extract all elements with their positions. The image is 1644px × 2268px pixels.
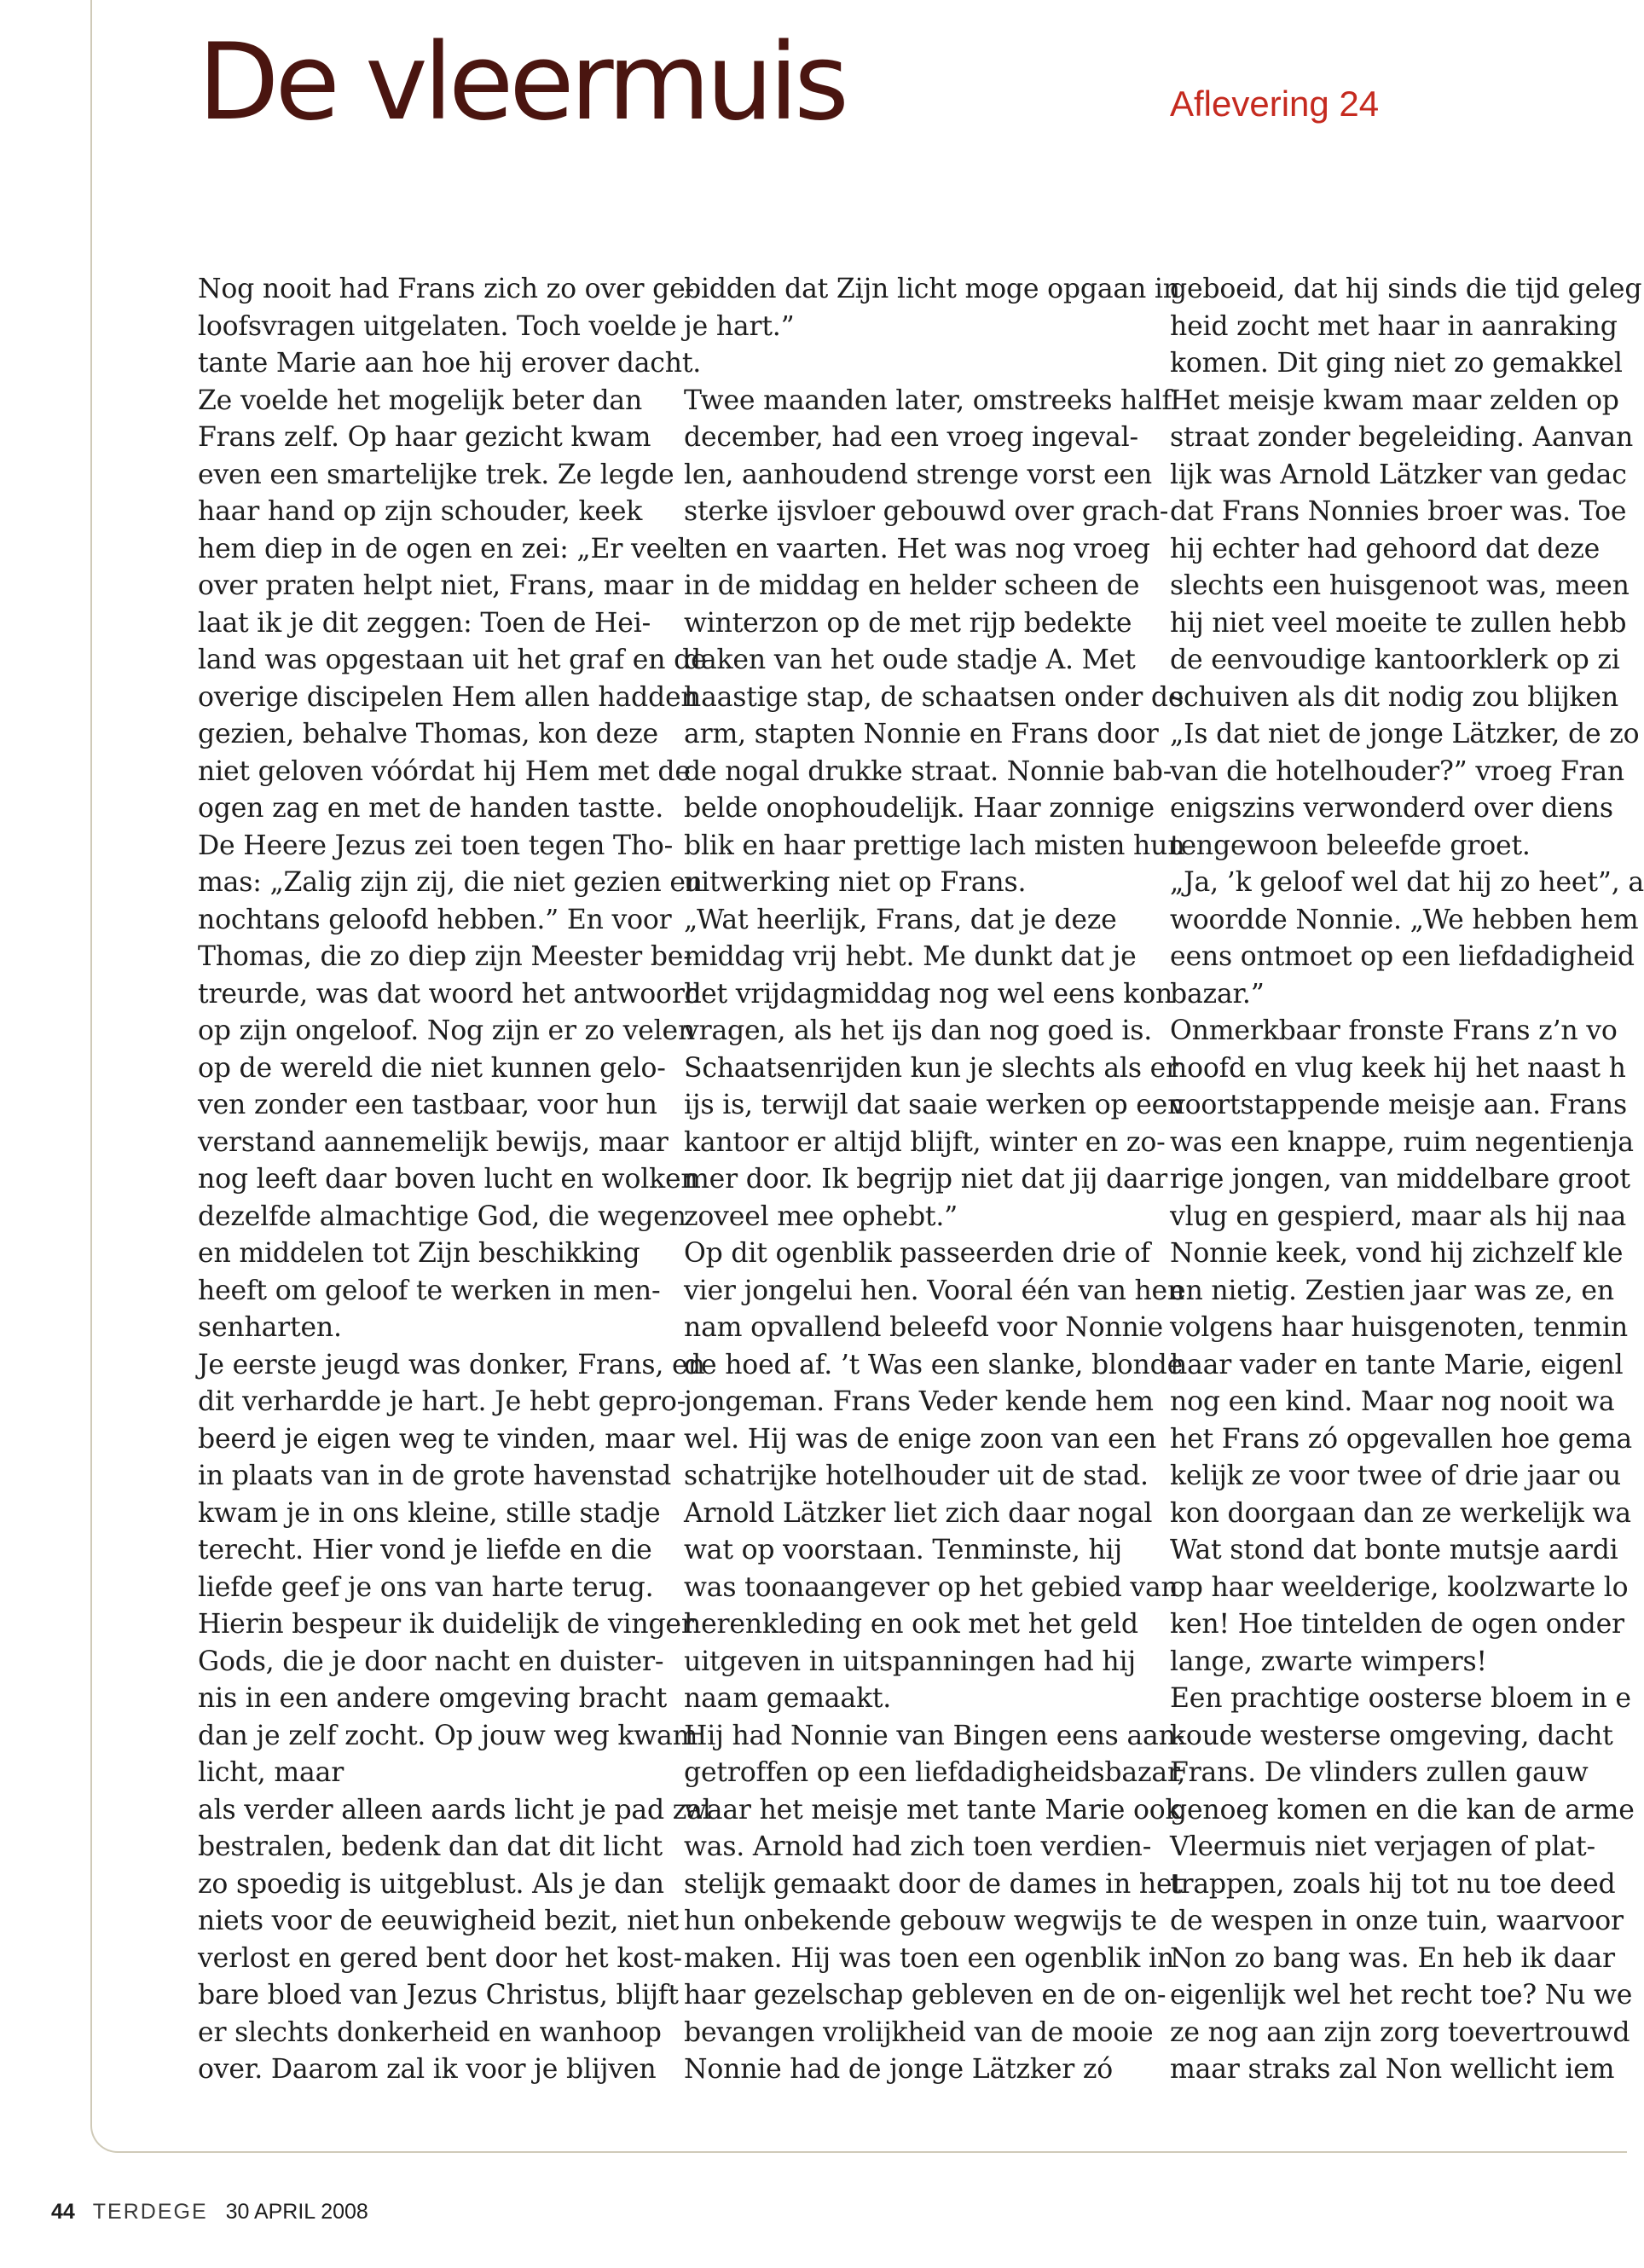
text-line: tante Marie aan hoe hij erover dacht. (198, 348, 702, 379)
text-column-1 (198, 271, 711, 2089)
text-line: Nonnie had de jonge Lätzker zó (684, 2054, 1114, 2085)
text-line: Het meisje kwam maar zelden op (1170, 385, 1619, 416)
text-line: ijs is, terwijl dat saaie werken op een (684, 1090, 1185, 1120)
text-line: Onmerkbaar fronste Frans z’n vo (1170, 1015, 1618, 1046)
text-line: hij niet veel moeite te zullen hebb (1170, 607, 1627, 639)
text-line: Nonnie keek, vond hij zichzelf kle (1170, 1238, 1624, 1269)
text-line: Hij had Nonnie van Bingen eens aan- (684, 1720, 1185, 1751)
text-line: was een knappe, ruim negentienja (1170, 1126, 1634, 1158)
text-line: trappen, zoals hij tot nu toe deed (1170, 1868, 1616, 1900)
text-line: heeft om geloof te werken in men- (198, 1275, 661, 1306)
text-line: verlost en gered bent door het kost- (198, 1942, 682, 1974)
text-line: en middelen tot Zijn beschikking (198, 1238, 640, 1269)
text-line: haar gezelschap gebleven en de on- (684, 1980, 1166, 2011)
text-line: ken! Hoe tintelden de ogen onder (1170, 1609, 1624, 1640)
text-line: schuiven als dit nodig zou blijken (1170, 681, 1618, 713)
magazine-name: TERDEGE (92, 2200, 208, 2224)
text-line: volgens haar huisgenoten, tenmin (1170, 1312, 1628, 1343)
text-line: kelijk ze voor twee of drie jaar ou (1170, 1461, 1621, 1491)
text-line: het vrijdagmiddag nog wel eens kon (684, 978, 1173, 1010)
text-line: tengewoon beleefde groet. (1170, 830, 1531, 861)
text-line: maar straks zal Non wellicht iem (1170, 2054, 1615, 2085)
text-line: „Is dat niet de jonge Lätzker, de zo (1170, 719, 1640, 749)
text-column-3 (1170, 271, 1644, 2089)
text-line: Wat stond dat bonte mutsje aardi (1170, 1535, 1618, 1565)
text-line: wel. Hij was de enige zoon van een (684, 1423, 1157, 1455)
text-line: beerd je eigen weg te vinden, maar (198, 1423, 674, 1455)
text-line: uitwerking niet op Frans. (684, 867, 1027, 898)
text-line: Vleermuis niet verjagen of plat- (1170, 1831, 1595, 1862)
text-line: wat op voorstaan. Tenminste, hij (684, 1535, 1122, 1565)
text-line: bevangen vrolijkheid van de mooie (684, 2016, 1154, 2048)
text-line: eigenlijk wel het recht toe? Nu we (1170, 1980, 1633, 2011)
text-line: de wespen in onze tuin, waarvoor (1170, 1906, 1624, 1936)
text-line: gezien, behalve Thomas, kon deze (198, 719, 658, 749)
text-line: mas: „Zalig zijn zij, die niet gezien en (198, 867, 703, 898)
text-line: treurde, was dat woord het antwoord (198, 978, 702, 1010)
text-line: op de wereld die niet kunnen gelo- (198, 1052, 666, 1084)
text-line: heid zocht met haar in aanraking (1170, 310, 1618, 342)
text-line: loofsvragen uitgelaten. Toch voelde (198, 310, 677, 342)
text-line: vragen, als het ijs dan nog goed is. (684, 1015, 1153, 1046)
text-line: ze nog aan zijn zorg toevertrouwd (1170, 2016, 1630, 2048)
text-line: jongeman. Frans Veder kende hem (684, 1386, 1154, 1417)
text-line: uitgeven in uitspanningen had hij (684, 1646, 1136, 1677)
text-line: land was opgestaan uit het graf en de (198, 645, 707, 675)
text-line: terecht. Hier vond je liefde en die (198, 1535, 652, 1565)
text-line: bestralen, bedenk dan dat dit licht (198, 1831, 663, 1862)
text-line: overige discipelen Hem allen hadden (198, 681, 698, 713)
text-line: geboeid, dat hij sinds die tijd geleg (1170, 274, 1642, 304)
text-line: getroffen op een liefdadigheidsbazar, (684, 1757, 1186, 1788)
text-line: niets voor de eeuwigheid bezit, niet (198, 1906, 680, 1936)
text-line: op zijn ongeloof. Nog zijn er zo velen (198, 1015, 696, 1046)
text-line: mer door. Ik begrijp niet dat jij daar (684, 1164, 1167, 1195)
text-line: slechts een huisgenoot was, meen (1170, 570, 1630, 601)
text-line: even een smartelijke trek. Ze legde (198, 459, 674, 490)
text-line: bazar.” (1170, 978, 1265, 1010)
text-line: dan je zelf zocht. Op jouw weg kwam (198, 1720, 698, 1751)
text-line: senharten. (198, 1312, 342, 1343)
text-line: licht, maar (198, 1757, 344, 1788)
text-line: liefde geef je ons van harte terug. (198, 1571, 654, 1603)
text-line: hem diep in de ogen en zei: „Er veel (198, 533, 686, 564)
text-line: op haar weelderige, koolzwarte lo (1170, 1571, 1629, 1603)
text-line: arm, stapten Nonnie en Frans door (684, 719, 1159, 749)
text-line: hun onbekende gebouw wegwijs te (684, 1906, 1157, 1936)
text-line: genoeg komen en die kan de arme (1170, 1794, 1635, 1825)
text-line: Frans zelf. Op haar gezicht kwam (198, 422, 651, 453)
page-footer (51, 2200, 368, 2225)
text-line: haar hand op zijn schouder, keek (198, 496, 643, 527)
text-line: Schaatsenrijden kun je slechts als er (684, 1052, 1178, 1084)
text-line: kon doorgaan dan ze werkelijk wa (1170, 1497, 1631, 1529)
text-line: winterzon op de met rijp bedekte (684, 607, 1132, 639)
text-line: stelijk gemaakt door de dames in het (684, 1868, 1183, 1900)
text-line: komen. Dit ging niet zo gemakkel (1170, 348, 1623, 379)
text-line: De Heere Jezus zei toen tegen Tho- (198, 830, 674, 861)
text-line: in de middag en helder scheen de (684, 570, 1140, 601)
text-line: Arnold Lätzker liet zich daar nogal (684, 1497, 1153, 1529)
text-line: lijk was Arnold Lätzker van gedac (1170, 459, 1627, 490)
text-line: schatrijke hotelhouder uit de stad. (684, 1461, 1149, 1491)
text-line: waar het meisje met tante Marie ook (684, 1794, 1182, 1825)
text-line: Non zo bang was. En heb ik daar (1170, 1942, 1615, 1974)
text-line: ven zonder een tastbaar, voor hun (198, 1090, 657, 1120)
text-line: „Wat heerlijk, Frans, dat je deze (684, 904, 1117, 935)
text-line: enigszins verwonderd over diens (1170, 793, 1613, 824)
text-line: was toonaangever op het gebied van (684, 1571, 1178, 1603)
text-line: nam opvallend beleefd voor Nonnie (684, 1312, 1163, 1343)
text-line: de hoed af. ’t Was een slanke, blonde (684, 1349, 1184, 1380)
text-line: sterke ijsvloer gebouwd over grach- (684, 496, 1169, 527)
text-line: dezelfde almachtige God, die wegen (198, 1201, 686, 1232)
text-line: maken. Hij was toen een ogenblik in (684, 1942, 1174, 1974)
text-line: in plaats van in de grote havenstad (198, 1461, 672, 1491)
text-line: „Ja, ’k geloof wel dat hij zo heet”, a (1170, 867, 1644, 898)
text-line: ten en vaarten. Het was nog vroeg (684, 533, 1150, 564)
episode-label: Aflevering 24 (1170, 84, 1380, 124)
text-line: len, aanhoudend strenge vorst een (684, 459, 1152, 490)
text-column-2 (684, 271, 1185, 2089)
text-line: december, had een vroeg ingeval- (684, 422, 1138, 453)
text-line: nog een kind. Maar nog nooit wa (1170, 1386, 1615, 1417)
text-line: voortstappende meisje aan. Frans (1170, 1090, 1627, 1120)
issue-date: 30 APRIL 2008 (225, 2200, 368, 2224)
text-line: Frans. De vlinders zullen gauw (1170, 1757, 1589, 1788)
text-line: vier jongelui hen. Vooral één van hen (684, 1275, 1185, 1306)
text-line: rige jongen, van middelbare groot (1170, 1164, 1630, 1195)
text-line: Ze voelde het mogelijk beter dan (198, 385, 643, 416)
text-line: je hart.” (684, 310, 795, 342)
text-line: bare bloed van Jezus Christus, blijft (198, 1980, 679, 2011)
text-line: Hierin bespeur ik duidelijk de vinger (198, 1609, 694, 1640)
text-line: eens ontmoet op een liefdadigheid (1170, 941, 1635, 972)
text-line: en nietig. Zestien jaar was ze, en (1170, 1275, 1614, 1306)
text-line: als verder alleen aards licht je pad zal (198, 1794, 711, 1825)
text-line: Gods, die je door nacht en duister- (198, 1646, 664, 1677)
text-line: nochtans geloofd hebben.” En voor (198, 904, 672, 935)
text-line: dat Frans Nonnies broer was. Toe (1170, 496, 1627, 527)
text-line: de eenvoudige kantoorklerk op zi (1170, 645, 1620, 675)
text-line: het Frans zó opgevallen hoe gema (1170, 1423, 1632, 1455)
text-line: lange, zwarte wimpers! (1170, 1646, 1487, 1677)
text-line: Op dit ogenblik passeerden drie of (684, 1238, 1150, 1269)
text-line: zo spoedig is uitgeblust. Als je dan (198, 1868, 664, 1900)
text-line: nis in een andere omgeving bracht (198, 1683, 668, 1714)
article-title: De vleermuis (198, 21, 845, 144)
text-line: over praten helpt niet, Frans, maar (198, 570, 674, 601)
text-line: hij echter had gehoord dat deze (1170, 533, 1601, 564)
text-line: Een prachtige oosterse bloem in e (1170, 1683, 1631, 1714)
text-line: blik en haar prettige lach misten hun (684, 830, 1185, 861)
text-line: verstand aannemelijk bewijs, maar (198, 1126, 669, 1158)
text-line: nog leeft daar boven lucht en wolken (198, 1164, 698, 1195)
text-line (684, 345, 1185, 383)
text-line: kwam je in ons kleine, stille stadje (198, 1497, 661, 1529)
text-line: laat ik je dit zeggen: Toen de Hei- (198, 607, 651, 639)
text-line: zoveel mee ophebt.” (684, 1201, 958, 1232)
text-line: haar vader en tante Marie, eigenl (1170, 1349, 1624, 1380)
text-line: de nogal drukke straat. Nonnie bab- (684, 755, 1172, 787)
text-line: middag vrij hebt. Me dunkt dat je (684, 941, 1137, 972)
text-line: van die hotelhouder?” vroeg Fran (1170, 755, 1625, 787)
text-line: er slechts donkerheid en wanhoop (198, 2016, 662, 2048)
text-line: Thomas, die zo diep zijn Meester be- (198, 941, 692, 972)
text-line: niet geloven vóórdat hij Hem met de (198, 755, 691, 787)
text-line: naam gemaakt. (684, 1683, 892, 1714)
text-line: dit verhardde je hart. Je hebt gepro- (198, 1386, 686, 1417)
text-line: herenkleding en ook met het geld (684, 1609, 1138, 1640)
text-line: haastige stap, de schaatsen onder de (684, 681, 1184, 713)
text-line: ogen zag en met de handen tastte. (198, 793, 664, 824)
text-line: over. Daarom zal ik voor je blijven (198, 2054, 657, 2085)
text-line: bidden dat Zijn licht moge opgaan in (684, 274, 1180, 304)
text-line: daken van het oude stadje A. Met (684, 645, 1136, 675)
text-line: Twee maanden later, omstreeks half (684, 385, 1172, 416)
text-line: kantoor er altijd blijft, winter en zo- (684, 1126, 1166, 1158)
text-line: Je eerste jeugd was donker, Frans, en (198, 1349, 705, 1380)
text-line: koude westerse omgeving, dacht (1170, 1720, 1613, 1751)
text-line: belde onophoudelijk. Haar zonnige (684, 793, 1155, 824)
text-line: vlug en gespierd, maar als hij naa (1170, 1201, 1627, 1232)
page-number: 44 (51, 2200, 75, 2224)
text-line: straat zonder begeleiding. Aanvan (1170, 422, 1634, 453)
text-line: was. Arnold had zich toen verdien- (684, 1831, 1152, 1862)
text-line: woordde Nonnie. „We hebben hem (1170, 904, 1639, 935)
text-line: hoofd en vlug keek hij het naast h (1170, 1052, 1626, 1084)
text-line: Nog nooit had Frans zich zo over ge- (198, 274, 694, 304)
